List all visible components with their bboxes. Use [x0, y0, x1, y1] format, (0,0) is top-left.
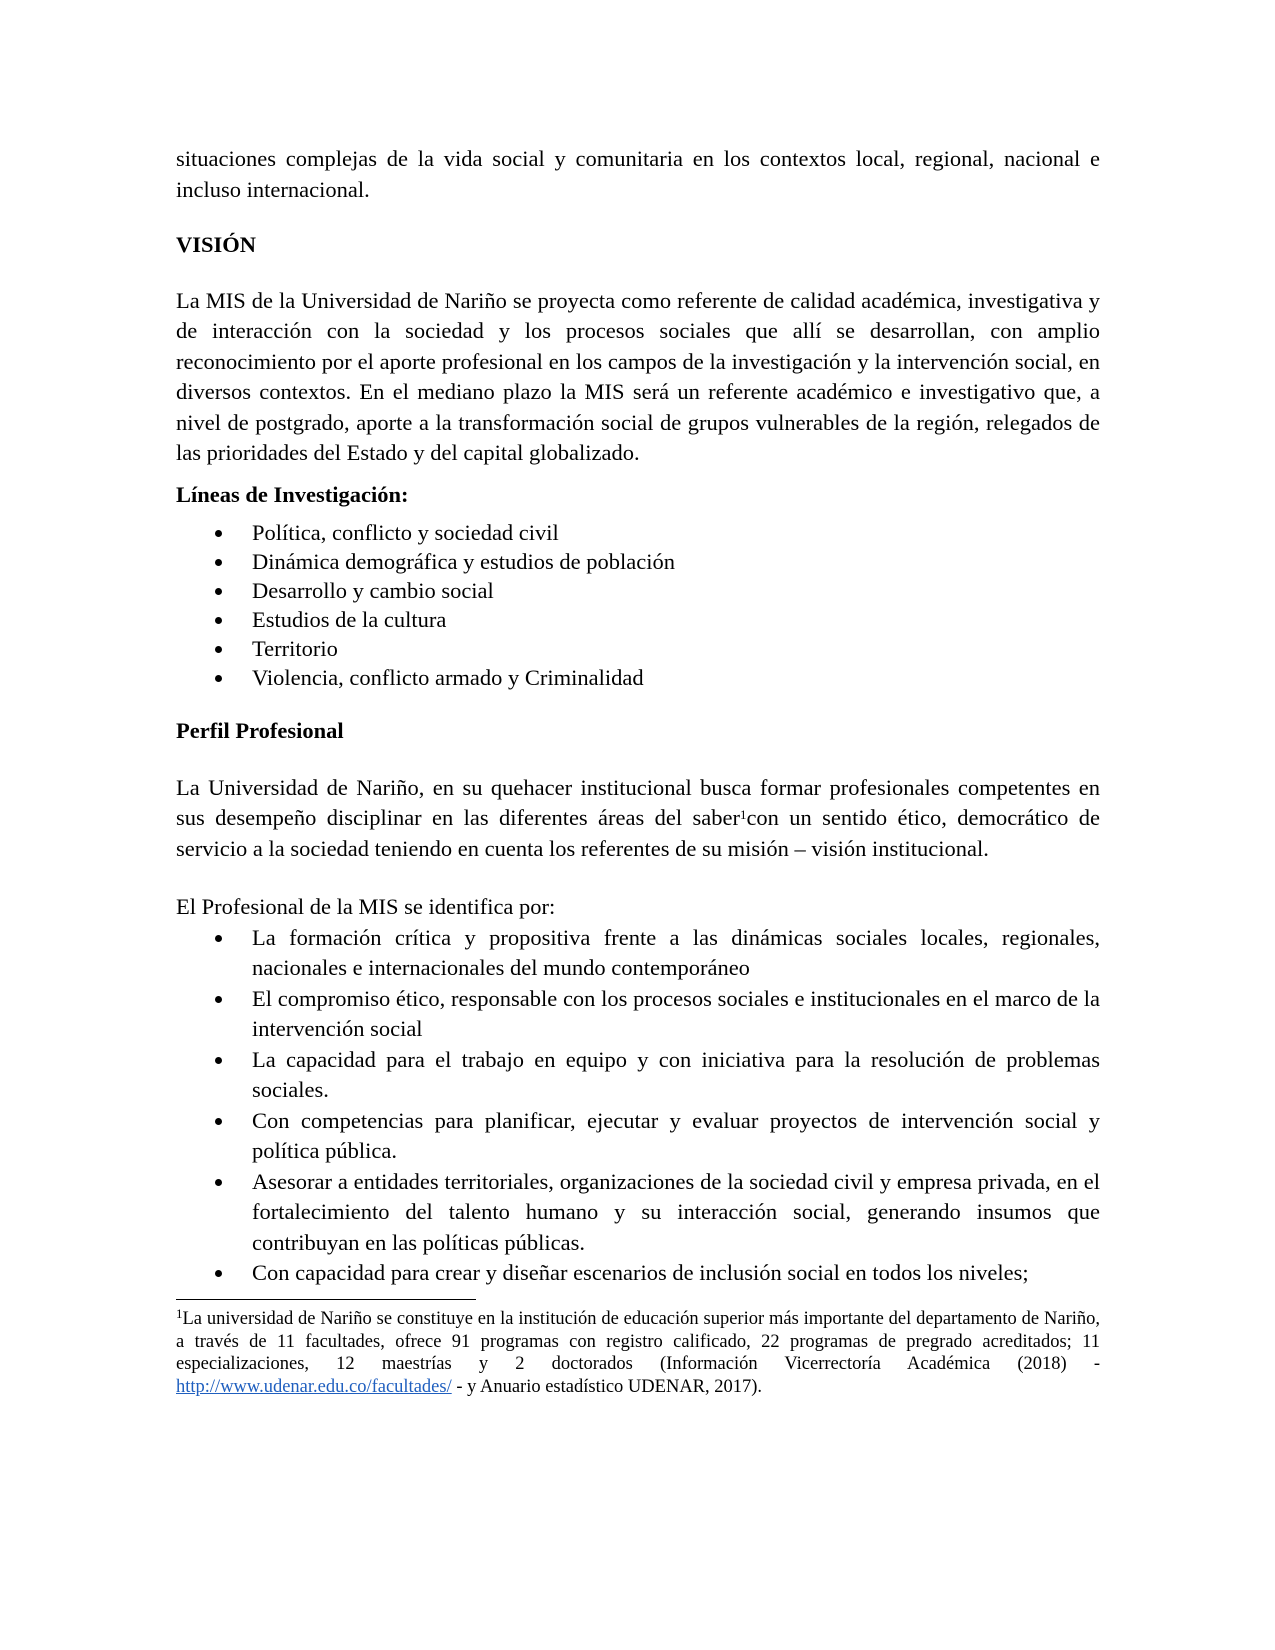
bullet-icon: [215, 675, 222, 682]
lineas-list: [176, 518, 1100, 692]
bullet-icon: [215, 996, 222, 1003]
vision-body: La MIS de la Universidad de Nariño se proyecta como referente de calidad académica, investigativa y de interacción con la sociedad y los procesos sociales que allí se desarrollan, con amplio reconocimiento por el aporte profesional en los campos de la investigación y la intervención social, en diversos contextos. En el mediano plazo la MIS será un referente académico e investigativo que, a nivel de postgrado, aporte a la transformación social de grupos vulnerables de la región, relegados de las prioridades del Estado y del capital globalizado.: [176, 287, 1100, 465]
footnote-reference[interactable]: 1: [739, 807, 747, 822]
list-item: Con capacidad para crear y diseñar escenarios de inclusión social en todos los niveles;: [176, 1258, 1100, 1289]
document-page: [176, 144, 1100, 1398]
perfil-heading: Perfil Profesional: [176, 718, 344, 743]
bullet-icon: [215, 1179, 222, 1186]
bullet-icon: [215, 530, 222, 537]
perfil-body: La Universidad de Nariño, en su quehacer institucional busca formar profesionales competentes en sus desempeño disciplinar en las diferentes áreas del saber$^1$con un sentido ético, democrático de servicio a la sociedad teniendo en cuenta los referentes de su misión – visión institucional.: [176, 774, 1100, 861]
list-item: La capacidad para el trabajo en equipo y con iniciativa para la resolución de problemas sociales.: [176, 1045, 1100, 1106]
list-item: Estudios de la cultura: [176, 605, 1100, 634]
bullet-icon: [215, 588, 222, 595]
bullet-icon: [215, 646, 222, 653]
list-item: Desarrollo y cambio social: [176, 576, 1100, 605]
list-item: Política, conflicto y sociedad civil: [176, 518, 1100, 547]
lineas-heading: Líneas de Investigación:: [176, 481, 409, 507]
perfil-identifica-intro: El Profesional de la MIS se identifica por:: [176, 894, 556, 919]
bullet-icon: [215, 559, 222, 566]
intro-continuation: situaciones complejas de la vida social y comunitaria en los contextos local, regional, nacional e incluso internacional.: [176, 146, 1100, 202]
bullet-icon: [215, 935, 222, 942]
list-item: Dinámica demográfica y estudios de población: [176, 547, 1100, 576]
footnote: $^1$La universidad de Nariño se constituye en la institución de educación superior más importante del departamento de Nariño, a través de 11 facultades, ofrece 91 programas con registro calificado, 22 programas de pregrado acreditados; 11 especializaciones, 12 maestrías y 2 doctorados (Información Vicerrectoría Académica (2018) - http://www.udenar.edu.co/facultades/ - y Anuario estadístico UDENAR, 2017).: [176, 1306, 1100, 1397]
list-item: El compromiso ético, responsable con los procesos sociales e institucionales en el marco de la intervención social: [176, 984, 1100, 1045]
footnote-mark: 1: [176, 1306, 183, 1321]
bullet-icon: [215, 1057, 222, 1064]
list-item: La formación crítica y propositiva frente a las dinámicas sociales locales, regionales, nacionales e internacionales del mundo contemporáneo: [176, 923, 1100, 984]
perfil-list: [176, 923, 1100, 1289]
list-item: Violencia, conflicto armado y Criminalidad: [176, 663, 1100, 692]
list-item: Con competencias para planificar, ejecutar y evaluar proyectos de intervención social y política pública.: [176, 1106, 1100, 1167]
list-item: Asesorar a entidades territoriales, organizaciones de la sociedad civil y empresa privada, en el fortalecimiento del talento humano y su interacción social, generando insumos que contribuyan en las políticas públicas.: [176, 1167, 1100, 1259]
bullet-icon: [215, 1270, 222, 1277]
bullet-icon: [215, 1118, 222, 1125]
list-item: Territorio: [176, 634, 1100, 663]
vision-heading: VISIÓN: [176, 232, 257, 257]
bullet-icon: [215, 617, 222, 624]
udenar-facultades-link[interactable]: http://www.udenar.edu.co/facultades/: [176, 1376, 452, 1397]
